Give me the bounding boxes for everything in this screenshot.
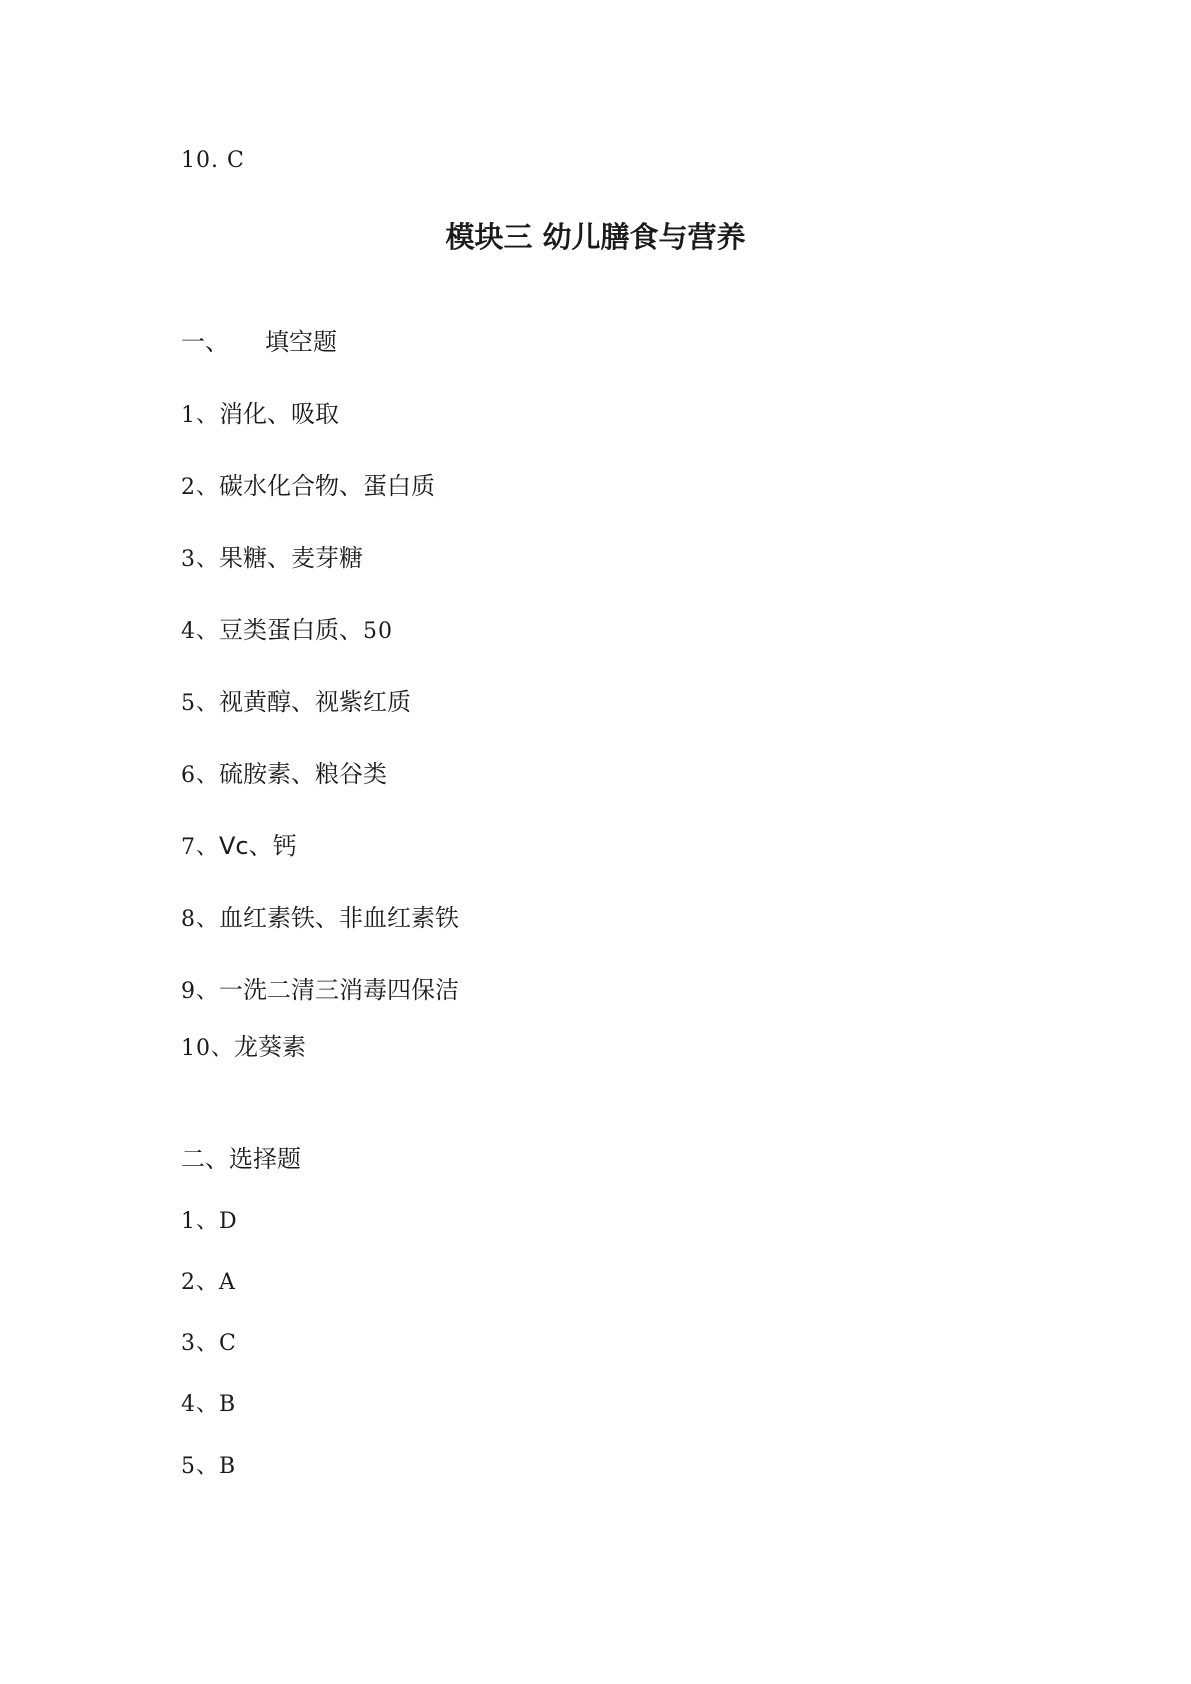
section-fill-number: 一、 xyxy=(181,328,229,356)
fill-item-text: 硫胺素、粮谷类 xyxy=(219,760,387,788)
fill-item-number: 1、 xyxy=(181,403,219,428)
fill-item-text: Vc、钙 xyxy=(219,832,297,860)
fill-item-text: 豆类蛋白质、 xyxy=(219,616,363,644)
fill-item xyxy=(181,1033,306,1063)
page-title: 模块三 幼儿膳食与营养 xyxy=(445,220,746,254)
fill-item xyxy=(181,616,393,646)
choice-item-answer: B xyxy=(219,1454,237,1479)
choice-item-number: 5、 xyxy=(181,1454,219,1479)
fill-item-number: 4、 xyxy=(181,619,219,644)
fill-item xyxy=(181,544,363,574)
fill-item xyxy=(181,472,435,502)
fill-item-number: 5、 xyxy=(181,691,219,716)
fill-item-number: 8、 xyxy=(181,907,219,932)
fill-item-text: 果糖、麦芽糖 xyxy=(219,544,363,572)
fill-item xyxy=(181,688,411,718)
choice-item-answer: D xyxy=(219,1209,238,1234)
choice-item xyxy=(181,1453,236,1481)
fill-item xyxy=(181,760,387,790)
choice-item-answer: B xyxy=(219,1392,237,1417)
fill-item xyxy=(181,904,459,934)
choice-item-answer: C xyxy=(219,1331,237,1356)
choice-item xyxy=(181,1269,236,1297)
fill-item-number: 7、 xyxy=(181,835,219,860)
choice-item xyxy=(181,1208,238,1236)
fill-item-text: 碳水化合物、蛋白质 xyxy=(219,472,435,500)
choice-item-answer: A xyxy=(219,1270,236,1295)
section-fill-heading xyxy=(181,328,337,356)
fill-item-text: 血红素铁、非血红素铁 xyxy=(219,904,459,932)
choice-item xyxy=(181,1391,236,1419)
choice-item xyxy=(181,1330,237,1358)
choice-item-number: 3、 xyxy=(181,1331,219,1356)
fill-item xyxy=(181,832,297,862)
top-answer-line: 10. C xyxy=(181,148,245,173)
fill-item-number: 3、 xyxy=(181,547,219,572)
fill-item-tail: 50 xyxy=(363,619,393,644)
section-choice-heading: 二、选择题 xyxy=(181,1145,301,1173)
fill-item-number: 10、 xyxy=(181,1036,234,1061)
fill-item xyxy=(181,976,459,1006)
fill-item-text: 视黄醇、视紫红质 xyxy=(219,688,411,716)
fill-item-number: 9、 xyxy=(181,979,219,1004)
fill-item-number: 2、 xyxy=(181,475,219,500)
choice-item-number: 2、 xyxy=(181,1270,219,1295)
fill-item-number: 6、 xyxy=(181,763,219,788)
choice-item-number: 4、 xyxy=(181,1392,219,1417)
fill-item xyxy=(181,400,339,430)
choice-item-number: 1、 xyxy=(181,1209,219,1234)
section-fill-label: 填空题 xyxy=(265,328,337,356)
fill-item-text: 一洗二清三消毒四保洁 xyxy=(219,976,459,1004)
fill-item-text: 消化、吸取 xyxy=(219,400,339,428)
fill-item-text: 龙葵素 xyxy=(234,1033,306,1061)
